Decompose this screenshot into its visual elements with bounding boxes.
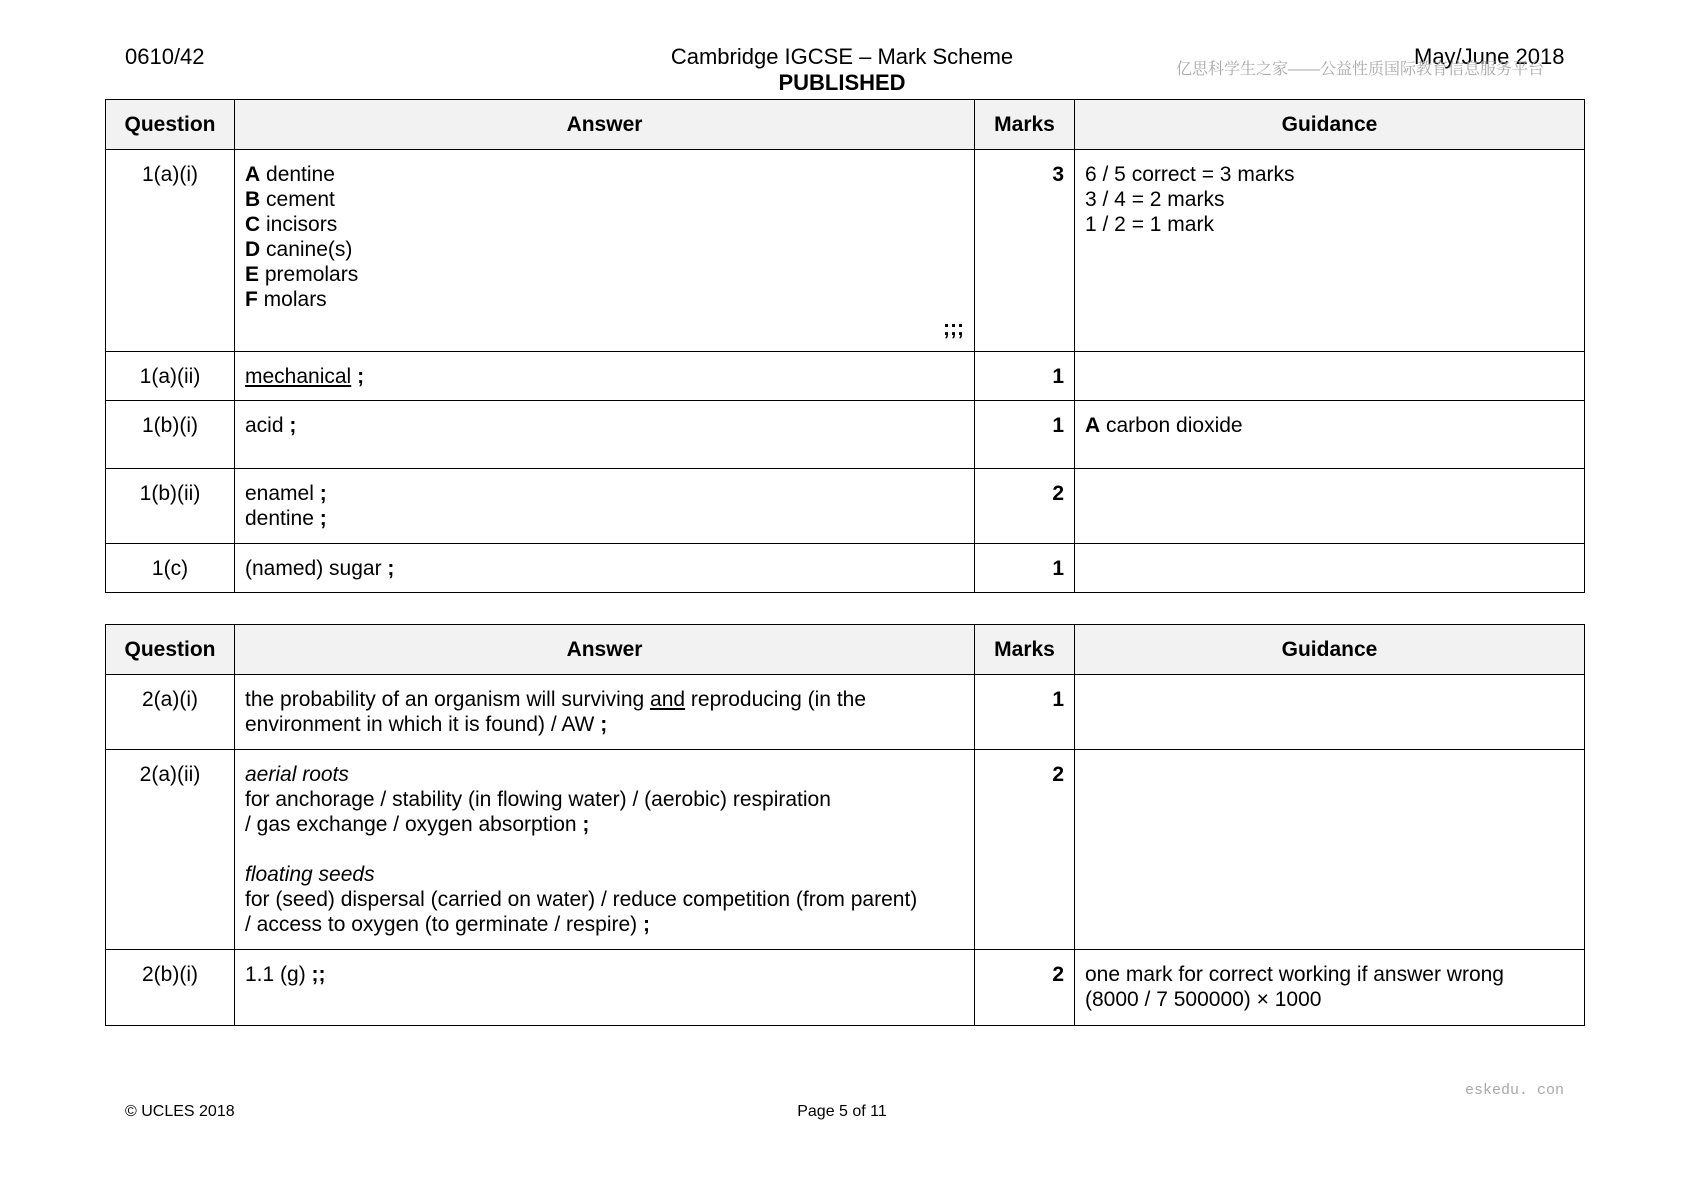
answer-header: Answer [235,625,975,675]
table-row [106,675,1585,750]
mark-scheme-table-1 [105,99,1585,593]
answer-header: Answer [235,100,975,150]
question-cell: 1(b)(i) [106,401,235,469]
answer-cell: acid ; [235,401,975,469]
guidance-cell [1075,544,1585,593]
table-row [106,469,1585,544]
marks-cell: 1 [975,352,1075,401]
site-watermark: eskedu. con [1465,1082,1565,1099]
answer-line: / gas exchange / oxygen absorption ; [245,813,590,836]
answer-line: D canine(s) [245,238,353,261]
answer-cell [235,150,975,352]
guidance-header: Guidance [1075,625,1585,675]
question-cell: 1(b)(ii) [106,469,235,544]
guidance-cell: one mark for correct working if answer wrong (8000 / 7 500000) × 1000 [1075,950,1585,1026]
guidance-cell [1075,352,1585,401]
answer-line: the probability of an organism will surviving and reproducing (in the [245,688,867,711]
answer-line: E premolars [245,263,359,286]
answer-line: dentine ; [245,507,327,530]
guidance-cell [1075,750,1585,950]
title-text: Cambridge IGCSE – Mark Scheme [670,44,1014,69]
marks-cell: 1 [975,544,1075,593]
table-row [106,950,1585,1026]
marks-cell: 3 [975,150,1075,352]
header-row [106,625,1585,675]
paper-code: 0610/42 [125,44,205,69]
answer-cell: (named) sugar ; [235,544,975,593]
table-row [106,544,1585,593]
answer-line: C incisors [245,213,338,236]
answer-line: / access to oxygen (to germinate / respire) ; [245,913,650,936]
question-header: Question [106,100,235,150]
answer-cell [235,675,975,750]
answer-subheading: aerial roots [245,763,349,786]
question-cell: 1(a)(ii) [106,352,235,401]
guidance-cell [1075,675,1585,750]
marks-cell: 2 [975,950,1075,1026]
answer-line: for (seed) dispersal (carried on water) / reduce competition (from parent) [245,888,918,911]
header-row [106,100,1585,150]
page-number: Page 5 of 11 [797,1103,887,1120]
exam-session: May/June 2018 [1414,44,1565,69]
copyright-notice: © UCLES 2018 [125,1103,235,1120]
table-row [106,150,1585,352]
answer-line: F molars [245,288,327,311]
table-row [106,750,1585,950]
question-cell: 2(b)(i) [106,950,235,1026]
answer-line: enamel ; [245,482,327,505]
guidance-cell [1075,469,1585,544]
published-label: PUBLISHED [778,70,906,95]
question-cell: 2(a)(ii) [106,750,235,950]
marks-cell: 1 [975,675,1075,750]
table-row [106,352,1585,401]
answer-line: B cement [245,188,335,211]
marks-cell: 2 [975,469,1075,544]
table-row [106,401,1585,469]
answer-line: environment in which it is found) / AW ; [245,713,608,736]
answer-cell: 1.1 (g) ;; [235,950,975,1026]
question-cell: 1(a)(i) [106,150,235,352]
answer-line: A dentine [245,163,335,186]
marks-header: Marks [975,625,1075,675]
answer-cell [235,469,975,544]
question-header: Question [106,625,235,675]
answer-cell [235,750,975,950]
answer-subheading: floating seeds [245,863,375,886]
guidance-cell: A carbon dioxide [1075,401,1585,469]
answer-cell: mechanical ; [235,352,975,401]
marks-header: Marks [975,100,1075,150]
question-cell: 2(a)(i) [106,675,235,750]
answer-line: for anchorage / stability (in flowing water) / (aerobic) respiration [245,788,831,811]
guidance-cell: 6 / 5 correct = 3 marks 3 / 4 = 2 marks 1 / 2 = 1 mark [1075,150,1585,352]
marks-cell: 1 [975,401,1075,469]
guidance-header: Guidance [1075,100,1585,150]
question-cell: 1(c) [106,544,235,593]
mark-points: ;;; [943,317,964,340]
watermark-text: 亿思科学生之家——公益性质国际教育信息服务平台 [1176,61,1545,78]
mark-scheme-table-2 [105,624,1585,1026]
marks-cell: 2 [975,750,1075,950]
